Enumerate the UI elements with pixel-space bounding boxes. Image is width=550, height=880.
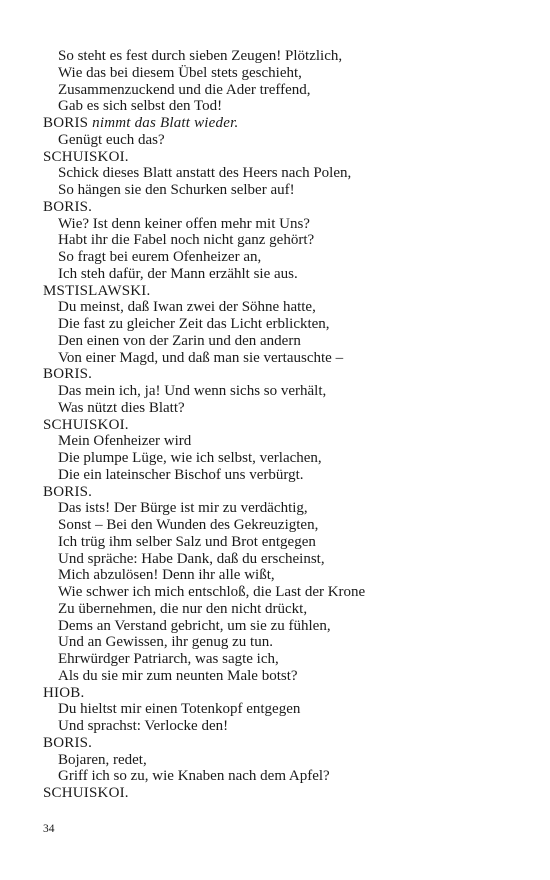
verse-line xyxy=(43,668,513,685)
speaker-name: BORIS. xyxy=(43,483,93,500)
verse-text: Gab es sich selbst den Tod! xyxy=(58,98,223,115)
verse-line xyxy=(43,567,513,584)
verse-line xyxy=(43,266,513,283)
verse-text: Zu übernehmen, die nur den nicht drückt, xyxy=(58,600,308,617)
verse-line xyxy=(43,165,513,182)
verse-text: Als du sie mir zum neunten Male botst? xyxy=(58,667,298,684)
verse-text: Das mein ich, ja! Und wenn sichs so verhält, xyxy=(58,383,327,399)
verse-text: Den einen von der Zarin und den andern xyxy=(58,332,301,349)
speaker-name: SCHUISKOI. xyxy=(43,785,129,801)
verse-text: Sonst – Bei den Wunden des Gekreuzigten, xyxy=(58,517,319,533)
verse-line xyxy=(43,467,513,484)
verse-text: Was nützt dies Blatt? xyxy=(58,399,185,416)
speaker-name: SCHUISKOI. xyxy=(43,416,129,433)
verse-text: Du meinst, daß Iwan zwei der Söhne hatte, xyxy=(58,299,316,316)
verse-text: Und sprachst: Verlocke den! xyxy=(58,718,229,734)
verse-text: Griff ich so zu, wie Knaben nach dem Apfel? xyxy=(58,768,330,785)
verse-line xyxy=(43,232,513,249)
speaker-line xyxy=(43,417,513,434)
speaker-line xyxy=(43,199,513,216)
verse-line xyxy=(43,350,513,367)
verse-text: So fragt bei eurem Ofenheizer an, xyxy=(58,249,262,265)
verse-text: Zusammenzuckend und die Ader treffend, xyxy=(58,81,311,98)
speaker-name: BORIS xyxy=(43,115,89,131)
verse-text: Mich abzulösen! Denn ihr alle wißt, xyxy=(58,567,275,584)
verse-line xyxy=(43,752,513,769)
verse-line xyxy=(43,333,513,350)
verse-line xyxy=(43,82,513,99)
verse-line xyxy=(43,383,513,400)
drama-text xyxy=(43,48,513,802)
speaker-line xyxy=(43,735,513,752)
verse-line xyxy=(43,249,513,266)
speaker-name: SCHUISKOI. xyxy=(43,148,129,165)
speaker-line xyxy=(43,685,513,702)
verse-text: Dems an Verstand gebricht, um sie zu fühlen, xyxy=(58,617,331,634)
verse-text: Und an Gewissen, ihr genug zu tun. xyxy=(58,634,273,651)
verse-text: Du hieltst mir einen Totenkopf entgegen xyxy=(58,701,301,718)
speaker-name: BORIS. xyxy=(43,366,93,383)
verse-line xyxy=(43,500,513,517)
page-number: 34 xyxy=(43,823,55,835)
verse-text: Die fast zu gleicher Zeit das Licht erblickten, xyxy=(58,316,330,332)
verse-line xyxy=(43,718,513,735)
verse-line xyxy=(43,299,513,316)
speaker-line xyxy=(43,366,513,383)
verse-text: Und spräche: Habe Dank, daß du erscheinst, xyxy=(58,550,325,567)
verse-text: Wie das bei diesem Übel stets geschieht, xyxy=(58,64,302,81)
verse-text: Wie? Ist denn keiner offen mehr mit Uns? xyxy=(58,215,310,232)
verse-text: Mein Ofenheizer wird xyxy=(58,433,192,450)
verse-text: Die plumpe Lüge, wie ich selbst, verlachen, xyxy=(58,450,322,466)
verse-line xyxy=(43,433,513,450)
speaker-name: HIOB. xyxy=(43,684,85,701)
verse-line xyxy=(43,48,513,65)
verse-text: Genügt euch das? xyxy=(58,131,165,148)
verse-text: Bojaren, redet, xyxy=(58,751,147,768)
speaker-name: BORIS. xyxy=(43,734,93,751)
verse-line xyxy=(43,584,513,601)
verse-text: Ich steh dafür, der Mann erzählt sie aus. xyxy=(58,265,298,282)
verse-line xyxy=(43,651,513,668)
speaker-line xyxy=(43,149,513,166)
stage-direction: nimmt das Blatt wieder. xyxy=(92,115,239,131)
verse-text: So hängen sie den Schurken selber auf! xyxy=(58,182,295,198)
verse-text: Die ein lateinscher Bischof uns verbürgt. xyxy=(58,466,304,483)
verse-line xyxy=(43,601,513,618)
verse-text: Ich trüg ihm selber Salz und Brot entgegen xyxy=(58,533,316,550)
verse-line xyxy=(43,634,513,651)
verse-line xyxy=(43,216,513,233)
verse-line xyxy=(43,316,513,333)
speaker-line xyxy=(43,283,513,300)
verse-text: Von einer Magd, und daß man sie vertauschte – xyxy=(58,349,344,366)
speaker-line xyxy=(43,484,513,501)
verse-text: Habt ihr die Fabel noch nicht ganz gehört? xyxy=(58,232,315,249)
verse-line xyxy=(43,701,513,718)
verse-line xyxy=(43,400,513,417)
speaker-name: MSTISLAWSKI. xyxy=(43,282,151,299)
verse-line xyxy=(43,534,513,551)
speaker-line xyxy=(43,115,513,132)
verse-line xyxy=(43,768,513,785)
verse-line xyxy=(43,517,513,534)
verse-line xyxy=(43,182,513,199)
verse-text: Ehrwürdger Patriarch, was sagte ich, xyxy=(58,651,279,667)
verse-text: So steht es fest durch sieben Zeugen! Plötzlich, xyxy=(58,48,343,64)
speaker-name: BORIS. xyxy=(43,198,93,215)
verse-line xyxy=(43,551,513,568)
verse-text: Schick dieses Blatt anstatt des Heers nach Polen, xyxy=(58,165,352,182)
verse-line xyxy=(43,618,513,635)
verse-line xyxy=(43,65,513,82)
verse-line xyxy=(43,450,513,467)
verse-text: Das ists! Der Bürge ist mir zu verdächtig, xyxy=(58,500,308,517)
verse-line xyxy=(43,132,513,149)
speaker-line xyxy=(43,785,513,802)
verse-line xyxy=(43,98,513,115)
verse-text: Wie schwer ich mich entschloß, die Last der Krone xyxy=(58,584,366,600)
